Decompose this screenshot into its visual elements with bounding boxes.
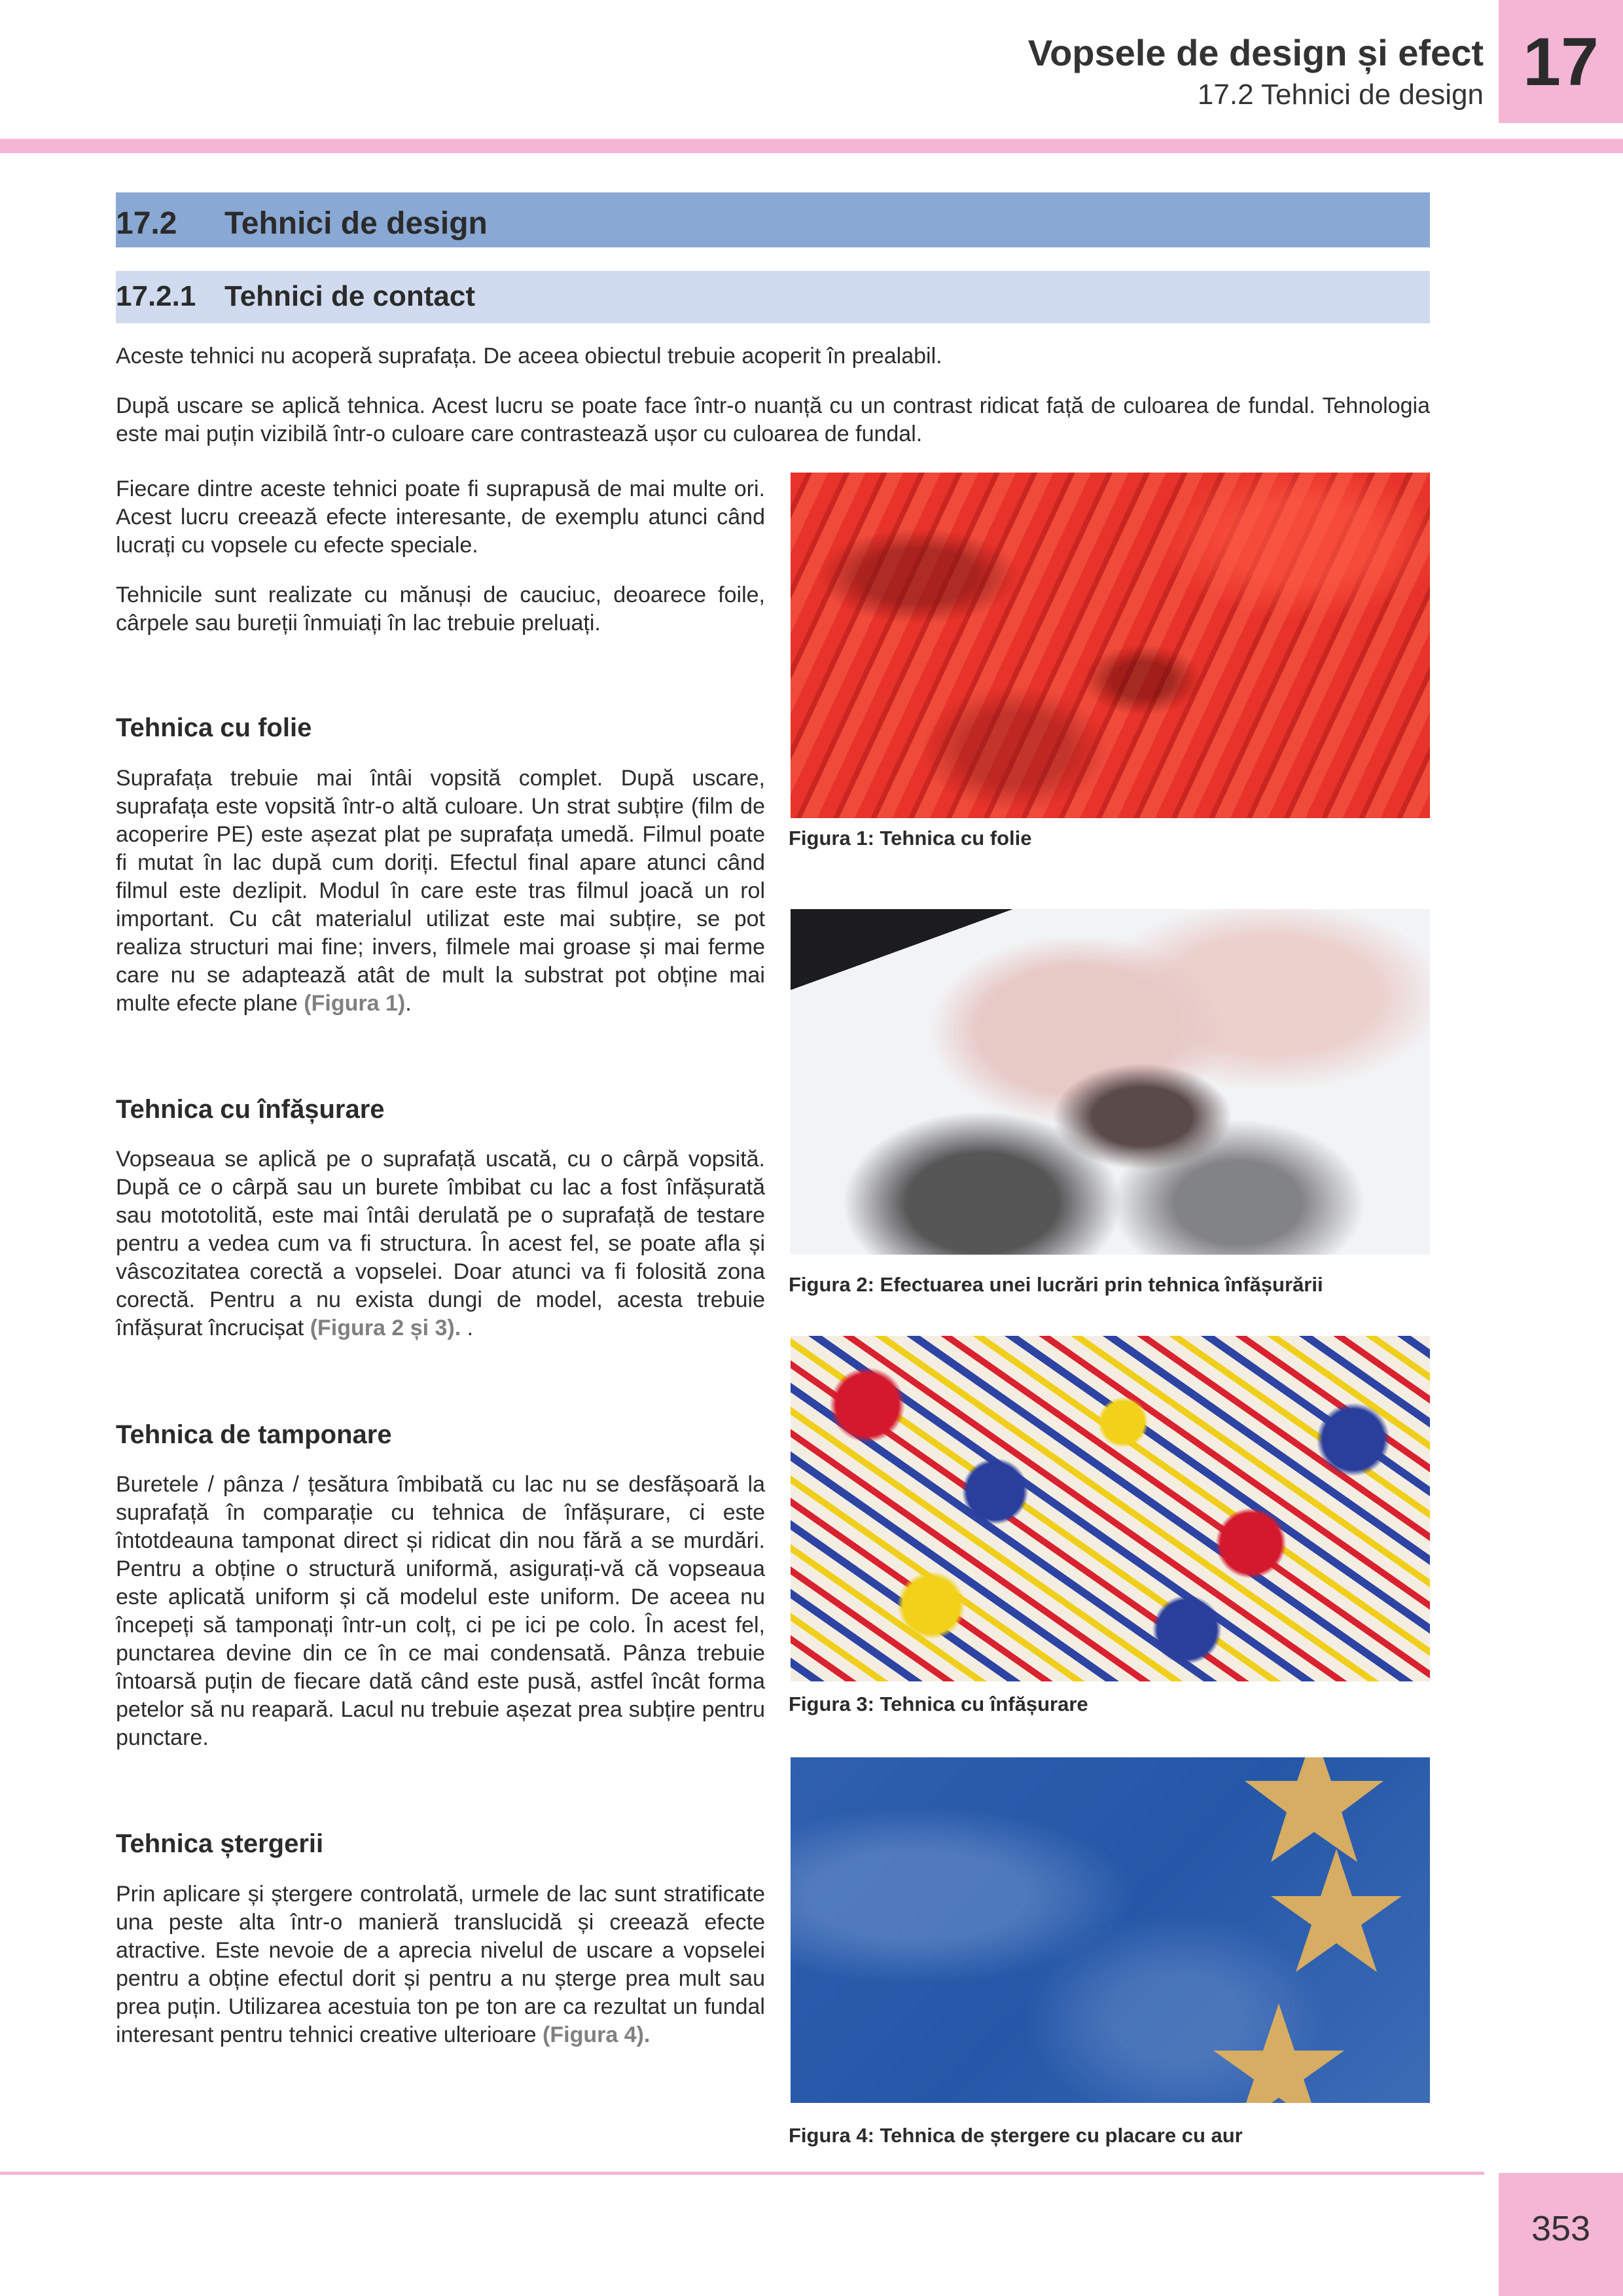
header-rule — [0, 139, 1623, 153]
subsection-number: 17.2.1 — [116, 280, 196, 312]
technique-text-tamponare — [116, 1471, 765, 1752]
technique-tail: . — [405, 991, 412, 1016]
figure-3-caption: Figura 3: Tehnica cu înfășurare — [789, 1693, 1088, 1715]
technique-body: Suprafața trebuie mai întâi vopsită complet. După uscare, suprafața este vopsită într-o altă culoare. Un strat subțire (film de acoperire PE) este așezat plat pe suprafața umedă. Filmul poate fi mutat în lac după cum doriți. Efectul final apare atunci când filmul este dezlipit. Modul în care este tras filmul joacă un rol important. Cu cât materialul utilizat este mai subțire, se pot realiza structuri mai fine; invers, filmele mai groase și mai ferme care nu se adaptează atât de mult la substrat pot obține mai multe efecte plane — [116, 766, 765, 1016]
technique-heading-tamponare: Tehnica de tamponare — [116, 1420, 392, 1449]
figure-reference: (Figura 4). — [543, 2022, 651, 2047]
technique-body: Prin aplicare și ștergere controlată, urmele de lac sunt stratificate una peste alta într-o manieră translucidă și creează efecte atractive. Este nevoie de a aprecia nivelul de uscare a vopselei pentru a obține efectul dorit și pentru a nu șterge prea mult sau prea puțin. Utilizarea acestuia ton pe ton are ca rezultat un fundal interesant pentru tehnici creative ulterioare — [116, 1882, 765, 2047]
figure-1-image — [791, 473, 1430, 818]
technique-heading-stergere: Tehnica ștergerii — [116, 1829, 324, 1858]
figure-4-caption: Figura 4: Tehnica de ștergere cu placare cu aur — [789, 2124, 1243, 2147]
figure-reference: (Figura 1) — [304, 991, 406, 1016]
technique-body: Buretele / pânza / țesătura îmbibată cu lac nu se desfășoară la suprafață în comparație cu tehnica de înfășurare, ci este întotdeauna tamponat direct și ridicat din nou fără a se murdări. Pentru a obține o structură uniformă, asigurați-vă că vopseaua este aplicată uniform și că modelul este uniform. De aceea nu începeți să tamponați într-un colț, ci pe ici pe colo. În acest fel, punctarea devine din ce în ce mai condensată. Pânza trebuie întoarsă puțin de fiecare dată când este pusă, astfel încât forma petelor să nu reapară. Lacul nu trebuie așezat prea subțire pentru punctare. — [116, 1472, 765, 1750]
intro-paragraph-2: După uscare se aplică tehnica. Acest lucru se poate face într-o nuanță cu un contrast ridicat față de culoarea de fundal. Tehnologia este mai puțin vizibilă într-o culoare care contrastează ușor cu culoarea de fundal. — [116, 393, 1430, 446]
header-subtitle: 17.2 Tehnici de design — [1197, 79, 1484, 111]
intro-paragraph-1: Aceste tehnici nu acoperă suprafața. De aceea obiectul trebuie acoperit în prealabil. — [116, 344, 942, 368]
intro-paragraph-3: Fiecare dintre aceste tehnici poate fi suprapusă de mai multe ori. Acest lucru creează efecte interesante, de exemplu atunci când lucrați cu vopsele cu efecte speciale. — [116, 476, 765, 558]
footer-rule — [0, 2172, 1484, 2175]
figure-1-caption: Figura 1: Tehnica cu folie — [789, 827, 1032, 850]
subsection-title: Tehnici de contact — [224, 280, 476, 312]
figure-2-image — [791, 909, 1430, 1255]
technique-text-infasurare — [116, 1145, 765, 1342]
intro-paragraph-4: Tehnicile sunt realizate cu mănuși de cauciuc, deoarece foile, cârpele sau bureții înmuiați în lac trebuie preluați. — [116, 583, 765, 636]
figure-3-image — [791, 1336, 1430, 1681]
section-number: 17.2 — [116, 206, 177, 241]
technique-text-stergere — [116, 1880, 765, 2049]
technique-tail: . — [461, 1316, 474, 1340]
gold-star-icon — [1245, 1757, 1383, 1862]
chapter-number: 17 — [1523, 24, 1599, 100]
header-title: Vopsele de design și efect — [1027, 32, 1484, 73]
technique-heading-folie: Tehnica cu folie — [116, 713, 312, 742]
technique-text-folie — [116, 764, 765, 1018]
gold-star-icon — [1271, 1849, 1402, 1972]
technique-heading-infasurare: Tehnica cu înfășurare — [116, 1095, 385, 1124]
page-number: 353 — [1531, 2209, 1591, 2248]
gold-stars-graphic — [791, 1757, 1430, 2103]
figure-4-image — [791, 1757, 1430, 2103]
section-title: Tehnici de design — [224, 206, 488, 241]
technique-body: Vopseaua se aplică pe o suprafață uscată, cu o cârpă vopsită. După ce o cârpă sau un burete îmbibat cu lac a fost înfășurată sau mototolită, este mai întâi derulată pe o suprafață de testare pentru a vedea cum va fi structura. În acest fel, se poate afla și vâscozitatea corectă a vopselei. Doar atunci va fi folosită zona corectă. Pentru a nu exista dungi de model, acesta trebuie înfășurat încrucișat — [116, 1147, 765, 1340]
figure-2-caption: Figura 2: Efectuarea unei lucrări prin tehnica înfășurării — [789, 1273, 1323, 1296]
gold-star-icon — [1213, 2003, 1344, 2103]
figure-reference: (Figura 2 și 3). — [310, 1316, 461, 1340]
